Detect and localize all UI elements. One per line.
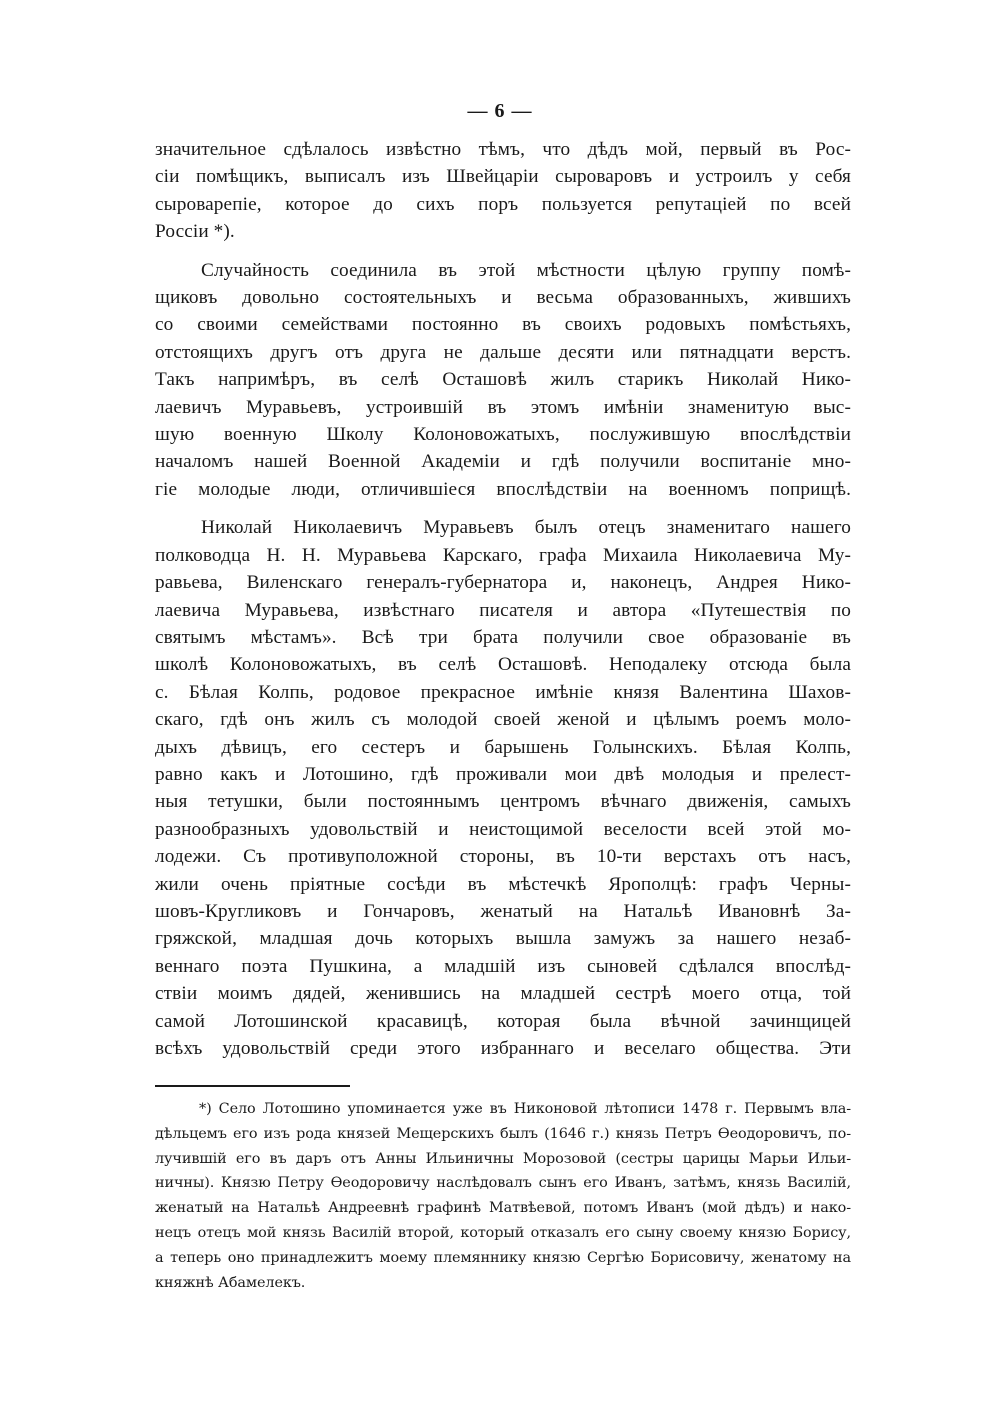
paragraph-2 xyxy=(155,257,851,504)
text-line: значительное сдѣлалось извѣстно тѣмъ, что дѣдъ мой, первый въ Рос- xyxy=(155,139,851,160)
text-line: сіи помѣщикъ, выписалъ изъ Швейцаріи сыроваровъ и устроилъ у себя xyxy=(155,166,851,188)
text-line: ствіи моимъ дядей, женившись на младшей сестрѣ моего отца, той xyxy=(155,983,851,1005)
footnote-line: нецъ отецъ мой князь Василій второй, который отказалъ его сыну своему князю Борису, xyxy=(155,1224,851,1241)
footnote-line: *) Село Лотошино упоминается уже въ Никоновой лѣтописи 1478 г. Первымъ вла- xyxy=(199,1101,851,1117)
footnote xyxy=(155,1097,851,1295)
text-line: самой Лотошинской красавицѣ, которая была вѣчной зачинщицей xyxy=(155,1010,851,1032)
text-line: гіе молодые люди, отличившіеся впослѣдствіи на военномъ поприщѣ. xyxy=(155,478,851,500)
text-line: лаевича Муравьева, извѣстнаго писателя и автора «Путешествія по xyxy=(155,599,851,621)
text-line: щиковъ довольно состоятельныхъ и весьма образованныхъ, жившихъ xyxy=(155,287,851,309)
text-line: ныя тетушки, были постояннымъ центромъ вѣчнаго движенія, самыхъ xyxy=(155,791,851,813)
text-line: Случайность соединила въ этой мѣстности цѣлую группу помѣ- xyxy=(201,259,851,281)
text-line: сыроварепіе, которое до сихъ поръ пользуется репутаціей по всей xyxy=(155,193,851,215)
text-line: Николай Николаевичъ Муравьевъ былъ отецъ знаменитаго нашего xyxy=(201,517,851,539)
text-line: равно какъ и Лотошино, гдѣ проживали мои двѣ молодыя и прелест- xyxy=(155,763,851,785)
text-line: началомъ нашей Военной Академіи и гдѣ получили воспитаніе мно- xyxy=(155,451,851,473)
text-line: шую военную Школу Колоновожатыхъ, послужившую впослѣдствіи xyxy=(155,424,851,446)
text-line: со своими семействами постоянно въ своихъ родовыхъ помѣстьяхъ, xyxy=(155,314,851,336)
text-line: всѣхъ удовольствій среди этого избраннаго и веселаго общества. Эти xyxy=(155,1038,851,1059)
footnote-line: дѣльцемъ его изъ рода князей Мещерскихъ былъ (1646 г.) князь Петръ Ѳеодоровичъ, по- xyxy=(155,1125,851,1142)
text-line: скаго, гдѣ онъ жилъ съ молодой своей женой и цѣлымъ роемъ моло- xyxy=(155,709,851,731)
text-line: школѣ Колоновожатыхъ, въ селѣ Осташовѣ. Неподалеку отсюда была xyxy=(155,654,851,676)
text-line: равьева, Виленскаго генералъ-губернатора и, наконецъ, Андрея Нико- xyxy=(155,572,851,594)
text-line: Такъ напримѣръ, въ селѣ Осташовѣ жилъ старикъ Николай Нико- xyxy=(155,369,851,391)
text-line: полководца Н. Н. Муравьева Карскаго, графа Михаила Николаевича Му- xyxy=(155,544,851,566)
footnote-line: женатый на Натальѣ Андреевнѣ графинѣ Матвѣевой, потомъ Иванъ (мой дѣдъ) и нако- xyxy=(155,1200,851,1217)
text-line: разнообразныхъ удовольствій и неистощимой веселости всей этой мо- xyxy=(155,818,851,840)
text-line: жили очень пріятные сосѣди въ мѣстечкѣ Ярополцѣ: графъ Черны- xyxy=(155,873,851,895)
text-line: шовъ-Кругликовъ и Гончаровъ, женатый на Натальѣ Ивановнѣ За- xyxy=(155,900,851,922)
page-number: — 6 — xyxy=(467,100,533,122)
text-line: лаевичъ Муравьевъ, устроившій въ этомъ имѣніи знаменитую выс- xyxy=(155,396,851,418)
text-line: с. Бѣлая Колпь, родовое прекрасное имѣніе князя Валентина Шахов- xyxy=(155,681,851,703)
text-line: отстоящихъ другъ отъ друга не дальше десяти или пятнадцати верстъ. xyxy=(155,341,851,363)
footnote-line: а теперь оно принадлежитъ моему племяннику князю Сергѣю Борисовичу, женатому на xyxy=(155,1249,851,1266)
paragraph-1 xyxy=(155,136,851,246)
paragraph-3 xyxy=(155,514,851,1062)
text-line: гряжской, младшая дочь которыхъ вышла замужъ за нашего незаб- xyxy=(155,928,851,950)
footnote-line: лучившій его въ даръ отъ Анны Ильиничны Морозовой (сестры царицы Марьи Ильи- xyxy=(155,1150,851,1167)
text-line: веннаго поэта Пушкина, а младшій изъ сыновей сдѣлался впослѣд- xyxy=(155,955,851,977)
footnote-divider xyxy=(155,1085,350,1087)
footnote-line: княжнѣ Абамелекъ. xyxy=(155,1274,306,1291)
text-line: святымъ мѣстамъ». Всѣ три брата получили свое образованіе въ xyxy=(155,626,851,648)
footnote-line: ничны). Князю Петру Ѳеодоровичу наслѣдовалъ сынъ его Иванъ, затѣмъ, князь Василій, xyxy=(155,1175,851,1192)
text-line: лодежи. Съ противуположной стороны, въ 10-ти верстахъ отъ насъ, xyxy=(155,846,851,868)
text-line: дыхъ дѣвицъ, его сестеръ и барышень Голынскихъ. Бѣлая Колпь, xyxy=(155,736,851,758)
text-line: Россіи *). xyxy=(155,221,235,243)
body-text xyxy=(155,136,851,1062)
